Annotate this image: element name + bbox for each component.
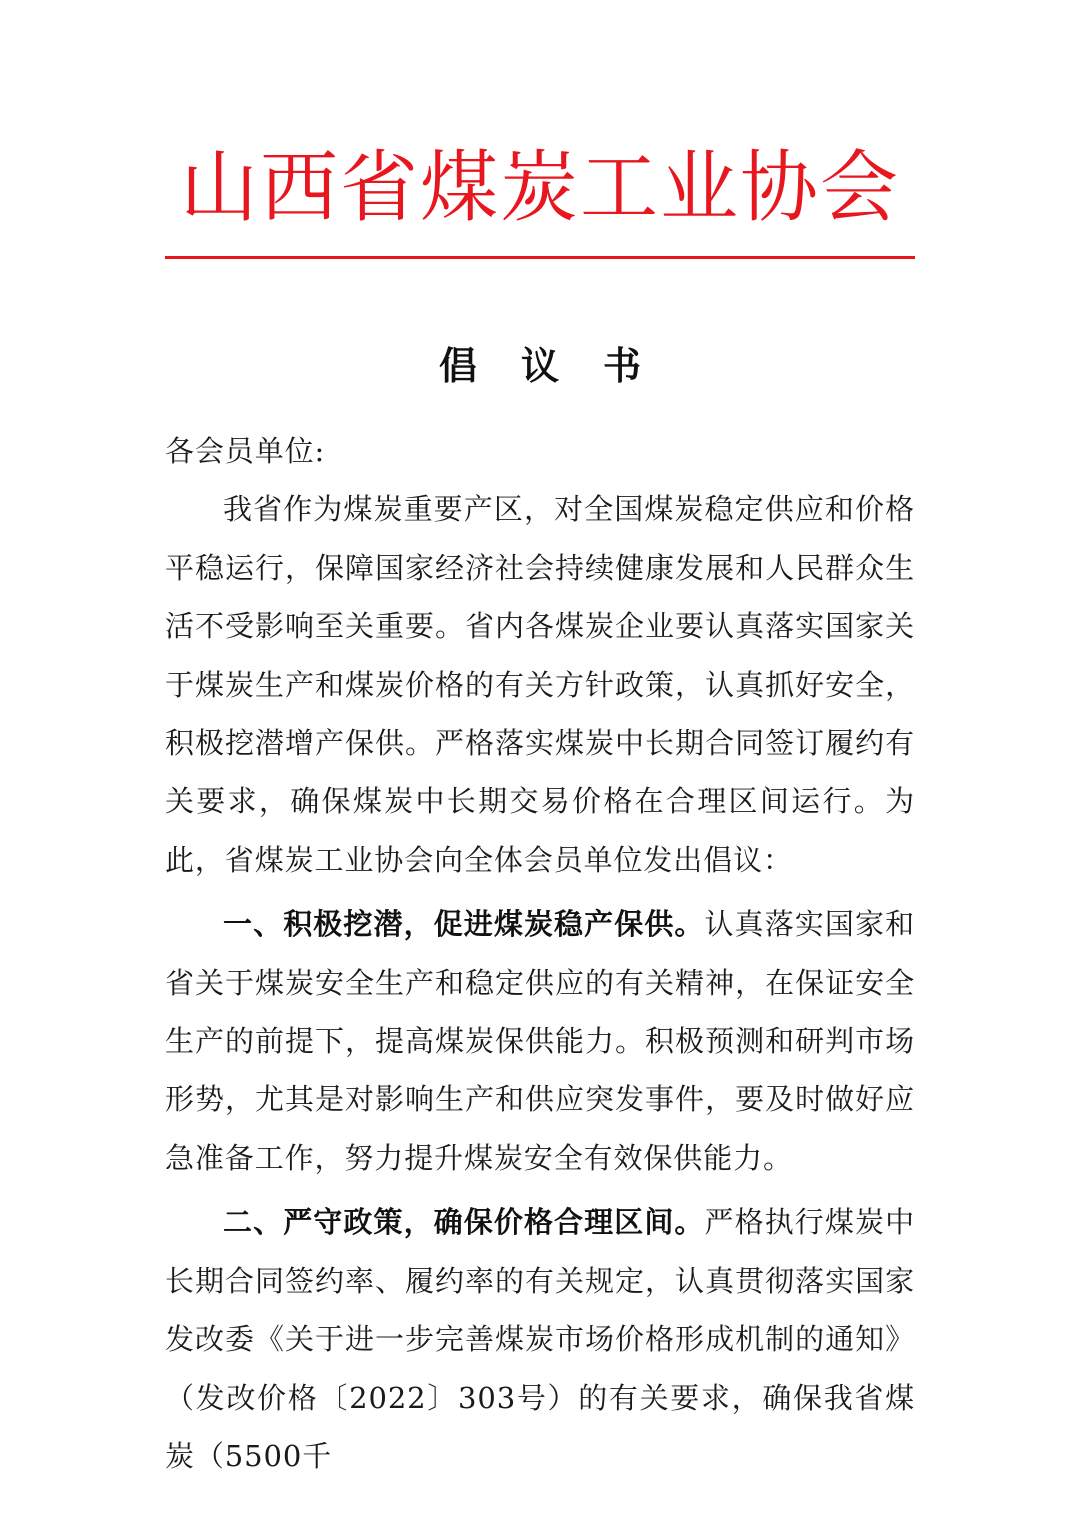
section-1-body: 认真落实国家和省关于煤炭安全生产和稳定供应的有关精神，在保证安全生产的前提下，提高煤炭保供能力。积极预测和研判市场形势，尤其是对影响生产和供应突发事件，要及时做好应急准备工作，努力提升煤炭安全有效保供能力。 bbox=[165, 907, 915, 1175]
title-char: 议 bbox=[520, 343, 559, 388]
title-char: 倡 bbox=[438, 343, 477, 388]
document-title bbox=[165, 336, 915, 396]
salutation: 各会员单位: bbox=[165, 434, 326, 468]
section-2-body: 严格执行煤炭中长期合同签约率、履约率的有关规定，认真贯彻落实国家发改委《关于进一步完善煤炭市场价格形成机制的通知》（发改价格〔2022〕303号）的有关要求，确保我省煤炭（5500千 bbox=[165, 1205, 915, 1473]
section-paragraph-2 bbox=[165, 1193, 915, 1485]
section-1-heading: 一、积极挖潜，促进煤炭稳产保供。 bbox=[223, 907, 705, 942]
letterhead-org-name: 山西省煤炭工业协会 bbox=[179, 143, 900, 233]
letterhead-red-rule bbox=[165, 256, 915, 259]
section-paragraph-1 bbox=[165, 895, 915, 1187]
intro-paragraph: 我省作为煤炭重要产区，对全国煤炭稳定供应和价格平稳运行，保障国家经济社会持续健康发展和人民群众生活不受影响至关重要。省内各煤炭企业要认真落实国家关于煤炭生产和煤炭价格的有关方针政策，认真抓好安全，积极挖潜增产保供。严格落实煤炭中长期合同签订履约有关要求，确保煤炭中长期交易价格在合理区间运行。为此，省煤炭工业协会向全体会员单位发出倡议： bbox=[165, 492, 915, 877]
section-2-heading: 二、严守政策，确保价格合理区间。 bbox=[223, 1205, 705, 1240]
title-char: 书 bbox=[603, 343, 642, 388]
document-body bbox=[165, 422, 915, 1485]
